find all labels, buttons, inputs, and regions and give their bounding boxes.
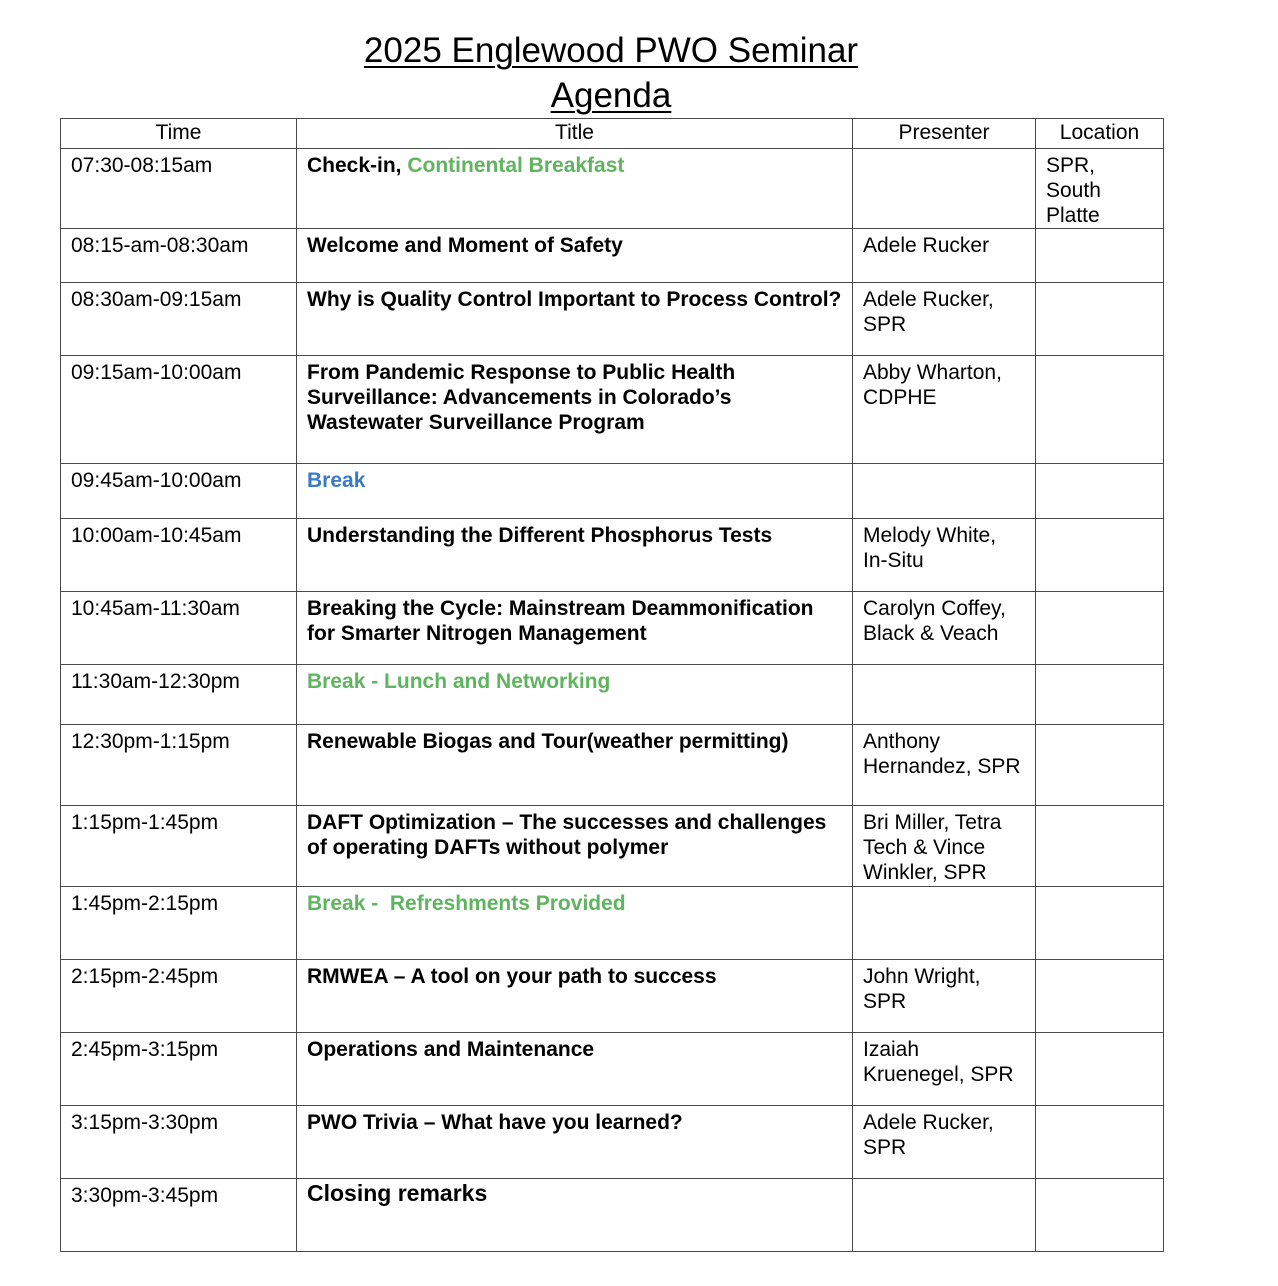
table-row xyxy=(61,960,1164,1033)
time-cell: 10:00am-10:45am xyxy=(61,519,297,592)
title-cell: Why is Quality Control Important to Process Control? xyxy=(297,283,853,356)
header-title: Title xyxy=(297,119,853,149)
table-row xyxy=(61,1106,1164,1179)
time-cell: 08:15-am-08:30am xyxy=(61,229,297,283)
title-cell: Renewable Biogas and Tour(weather permitting) xyxy=(297,725,853,806)
title-cell: Break - Refreshments Provided xyxy=(297,887,853,960)
presenter-cell: Izaiah Kruenegel, SPR xyxy=(853,1033,1036,1106)
location-cell xyxy=(1036,806,1164,887)
time-cell: 08:30am-09:15am xyxy=(61,283,297,356)
table-row xyxy=(61,725,1164,806)
presenter-cell: Abby Wharton, CDPHE xyxy=(853,356,1036,464)
location-cell xyxy=(1036,283,1164,356)
title-prefix: Check-in, xyxy=(307,154,408,177)
title-cell: Welcome and Moment of Safety xyxy=(297,229,853,283)
table-row xyxy=(61,1179,1164,1252)
presenter-cell xyxy=(853,665,1036,725)
location-cell xyxy=(1036,519,1164,592)
location-cell xyxy=(1036,725,1164,806)
location-cell xyxy=(1036,1106,1164,1179)
time-cell: 2:45pm-3:15pm xyxy=(61,1033,297,1106)
table-row xyxy=(61,283,1164,356)
location-cell xyxy=(1036,887,1164,960)
time-cell: 09:45am-10:00am xyxy=(61,464,297,519)
location-cell xyxy=(1036,960,1164,1033)
time-cell: 09:15am-10:00am xyxy=(61,356,297,464)
header-location: Location xyxy=(1036,119,1164,149)
table-row xyxy=(61,519,1164,592)
location-cell: SPR, South Platte xyxy=(1036,149,1164,229)
time-cell: 1:45pm-2:15pm xyxy=(61,887,297,960)
time-cell: 1:15pm-1:45pm xyxy=(61,806,297,887)
table-row xyxy=(61,806,1164,887)
presenter-cell: Anthony Hernandez, SPR xyxy=(853,725,1036,806)
title-cell: Breaking the Cycle: Mainstream Deammonification for Smarter Nitrogen Management xyxy=(297,592,853,665)
location-cell xyxy=(1036,1033,1164,1106)
time-cell: 12:30pm-1:15pm xyxy=(61,725,297,806)
presenter-cell: Adele Rucker, SPR xyxy=(853,1106,1036,1179)
table-row xyxy=(61,592,1164,665)
presenter-cell xyxy=(853,149,1036,229)
location-cell xyxy=(1036,665,1164,725)
presenter-cell: Carolyn Coffey, Black & Veach xyxy=(853,592,1036,665)
presenter-cell: John Wright, SPR xyxy=(853,960,1036,1033)
location-cell xyxy=(1036,464,1164,519)
presenter-cell: Bri Miller, Tetra Tech & Vince Winkler, SPR xyxy=(853,806,1036,887)
header-row xyxy=(61,119,1164,149)
location-cell xyxy=(1036,356,1164,464)
title-cell: Closing remarks xyxy=(297,1179,853,1252)
title-cell: From Pandemic Response to Public Health Surveillance: Advancements in Colorado’s Wastewater Surveillance Program xyxy=(297,356,853,464)
presenter-cell: Adele Rucker xyxy=(853,229,1036,283)
table-row xyxy=(61,229,1164,283)
title-cell: DAFT Optimization – The successes and challenges of operating DAFTs without polymer xyxy=(297,806,853,887)
presenter-cell: Melody White, In-Situ xyxy=(853,519,1036,592)
agenda-table xyxy=(60,118,1164,1252)
location-cell xyxy=(1036,1179,1164,1252)
presenter-cell xyxy=(853,464,1036,519)
title-text: Continental Breakfast xyxy=(407,154,625,177)
presenter-cell xyxy=(853,887,1036,960)
table-row xyxy=(61,149,1164,229)
title-cell: Break xyxy=(297,464,853,519)
time-cell: 3:30pm-3:45pm xyxy=(61,1179,297,1252)
presenter-cell xyxy=(853,1179,1036,1252)
location-cell xyxy=(1036,229,1164,283)
title-cell: RMWEA – A tool on your path to success xyxy=(297,960,853,1033)
time-cell: 2:15pm-2:45pm xyxy=(61,960,297,1033)
time-cell: 3:15pm-3:30pm xyxy=(61,1106,297,1179)
title-cell: PWO Trivia – What have you learned? xyxy=(297,1106,853,1179)
table-row xyxy=(61,356,1164,464)
title-cell: Break - Lunch and Networking xyxy=(297,665,853,725)
table-row xyxy=(61,1033,1164,1106)
title-cell xyxy=(297,149,853,229)
header-presenter: Presenter xyxy=(853,119,1036,149)
title-line-2: Agenda xyxy=(550,76,672,115)
table-row xyxy=(61,464,1164,519)
time-cell: 10:45am-11:30am xyxy=(61,592,297,665)
header-time: Time xyxy=(61,119,297,149)
table-row xyxy=(61,665,1164,725)
title-line-1: 2025 Englewood PWO Seminar xyxy=(363,31,859,70)
title-cell: Understanding the Different Phosphorus Tests xyxy=(297,519,853,592)
time-cell: 11:30am-12:30pm xyxy=(61,665,297,725)
time-cell: 07:30-08:15am xyxy=(61,149,297,229)
location-cell xyxy=(1036,592,1164,665)
presenter-cell: Adele Rucker, SPR xyxy=(853,283,1036,356)
table-row xyxy=(61,887,1164,960)
title-cell: Operations and Maintenance xyxy=(297,1033,853,1106)
document-title xyxy=(0,28,1222,118)
